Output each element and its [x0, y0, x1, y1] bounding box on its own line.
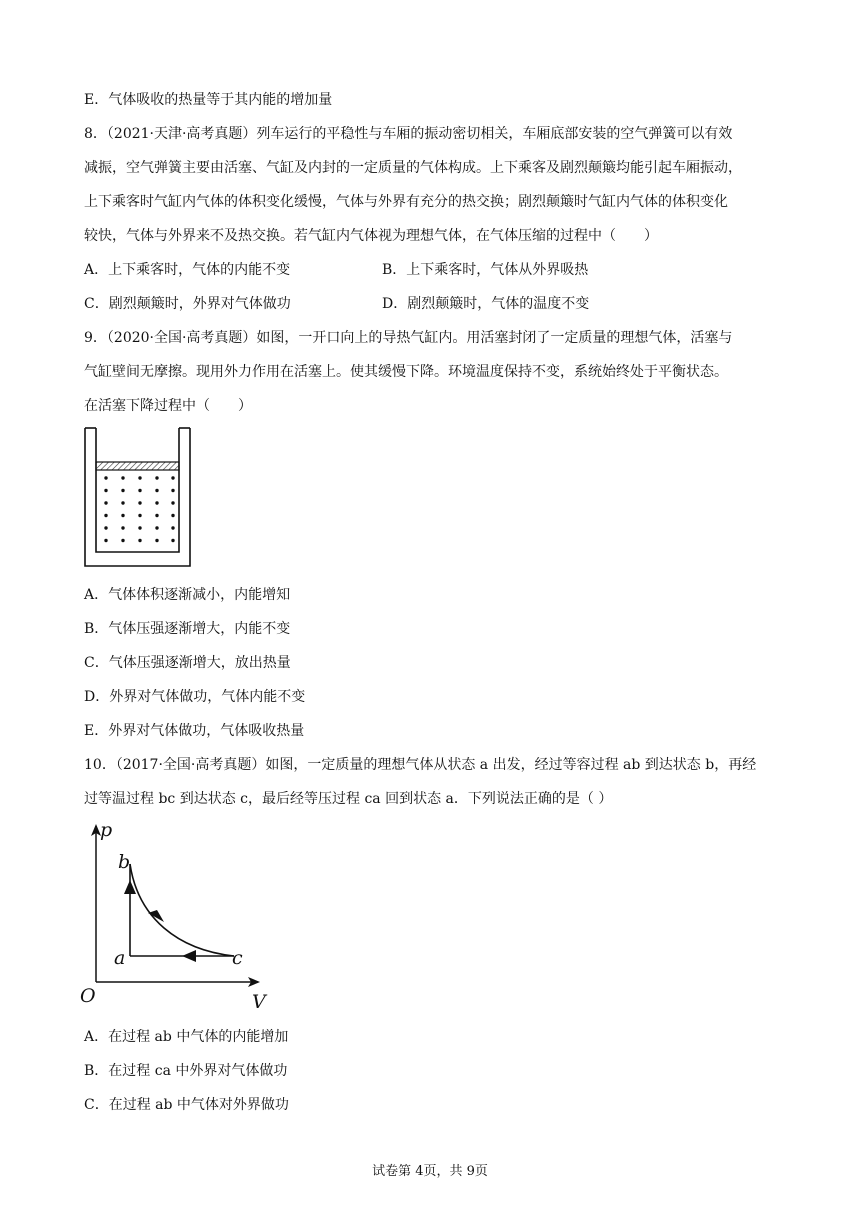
q9-option-e: E．外界对气体做功，气体吸收热量	[84, 723, 305, 739]
piston	[96, 462, 179, 470]
gas-molecule-dot	[155, 526, 158, 529]
q8-option-b: B．上下乘客时，气体从外界吸热	[382, 262, 589, 278]
state-a-label: a	[114, 947, 126, 969]
q8-option-d: D．剧烈颠簸时，气体的温度不变	[382, 296, 590, 312]
gas-molecule-dot	[138, 514, 141, 517]
process-ca-arrow	[182, 950, 196, 962]
gas-molecule-dot	[104, 476, 107, 479]
q9-option-c: C．气体压强逐渐增大，放出热量	[84, 655, 291, 671]
gas-molecule-dot	[171, 526, 174, 529]
gas-molecule-dot	[104, 501, 107, 504]
gas-molecule-dot	[104, 514, 107, 517]
gas-molecule-dot	[138, 476, 141, 479]
gas-molecule-dot	[155, 501, 158, 504]
state-c-label: c	[232, 947, 243, 969]
q8-stem-line-2: 减振，空气弹簧主要由活塞、气缸及内封的一定质量的气体构成。上下乘客及剧烈颠簸均能引起车厢振动，	[84, 160, 742, 176]
gas-molecule-dot	[138, 489, 141, 492]
q8-option-a: A．上下乘客时，气体的内能不变	[84, 262, 291, 278]
v-axis-label: V	[252, 991, 266, 1013]
gas-molecule-dot	[121, 539, 124, 542]
cylinder-piston-figure	[82, 426, 194, 568]
q7-option-e: E．气体吸收的热量等于其内能的增加量	[84, 92, 333, 108]
gas-molecule-dot	[138, 501, 141, 504]
gas-molecule-dot	[121, 526, 124, 529]
q8-stem-line-4: 较快，气体与外界来不及热交换。若气缸内气体视为理想气体，在气体压缩的过程中（ ）	[84, 228, 658, 244]
q9-option-d: D．外界对气体做功，气体内能不变	[84, 689, 306, 705]
gas-molecule-dot	[138, 539, 141, 542]
gas-molecules	[104, 476, 174, 542]
gas-molecule-dot	[155, 489, 158, 492]
gas-molecule-dot	[121, 501, 124, 504]
gas-molecule-dot	[171, 489, 174, 492]
q9-stem-line-2: 气缸壁间无摩擦。现用外力作用在活塞上。使其缓慢下降。环境温度保持不变，系统始终处于平衡状态。	[84, 364, 728, 380]
q10-stem-line-1: 10．（2017·全国·高考真题）如图，一定质量的理想气体从状态 a 出发，经过等容过程 ab 到达状态 b，再经	[84, 757, 757, 773]
origin-label: O	[80, 985, 96, 1007]
q9-stem-line-1: 9．（2020·全国·高考真题）如图，一开口向上的导热气缸内。用活塞封闭了一定质量的理想气体，活塞与	[84, 330, 733, 346]
gas-molecule-dot	[104, 539, 107, 542]
cylinder-inner-wall	[96, 428, 179, 552]
gas-molecule-dot	[171, 501, 174, 504]
gas-molecule-dot	[171, 476, 174, 479]
cylinder-outer-wall	[85, 428, 190, 566]
gas-molecule-dot	[121, 514, 124, 517]
q8-stem-line-3: 上下乘客时气缸内气体的体积变化缓慢，气体与外界有充分的热交换；剧烈颠簸时气缸内气体的体积变化	[84, 194, 728, 210]
q10-stem-line-2: 过等温过程 bc 到达状态 c，最后经等压过程 ca 回到状态 a．下列说法正确的是（ ）	[84, 791, 613, 807]
q10-option-b: B．在过程 ca 中外界对气体做功	[84, 1063, 288, 1079]
gas-molecule-dot	[104, 489, 107, 492]
q10-option-a: A．在过程 ab 中气体的内能增加	[84, 1029, 289, 1045]
gas-molecule-dot	[155, 539, 158, 542]
q8-option-c: C．剧烈颠簸时，外界对气体做功	[84, 296, 291, 312]
gas-molecule-dot	[138, 526, 141, 529]
q9-option-b: B．气体压强逐渐增大，内能不变	[84, 621, 291, 637]
gas-molecule-dot	[155, 476, 158, 479]
q10-option-c: C．在过程 ab 中气体对外界做功	[84, 1097, 289, 1113]
gas-molecule-dot	[121, 476, 124, 479]
state-b-label: b	[118, 851, 131, 873]
process-bc-curve	[130, 864, 234, 956]
gas-molecule-dot	[171, 514, 174, 517]
q9-option-a: A．气体体积逐渐减小，内能增知	[84, 587, 291, 603]
page-footer: 试卷第 4页，共 9页	[372, 1164, 488, 1179]
p-axis-label: p	[100, 819, 113, 841]
gas-molecule-dot	[171, 539, 174, 542]
gas-molecule-dot	[155, 514, 158, 517]
q9-stem-line-3: 在活塞下降过程中（ ）	[84, 398, 252, 414]
pv-diagram	[78, 818, 278, 1012]
gas-molecule-dot	[104, 526, 107, 529]
gas-molecule-dot	[121, 489, 124, 492]
q8-stem-line-1: 8．（2021·天津·高考真题）列车运行的平稳性与车厢的振动密切相关，车厢底部安装的空气弹簧可以有效	[84, 126, 733, 142]
